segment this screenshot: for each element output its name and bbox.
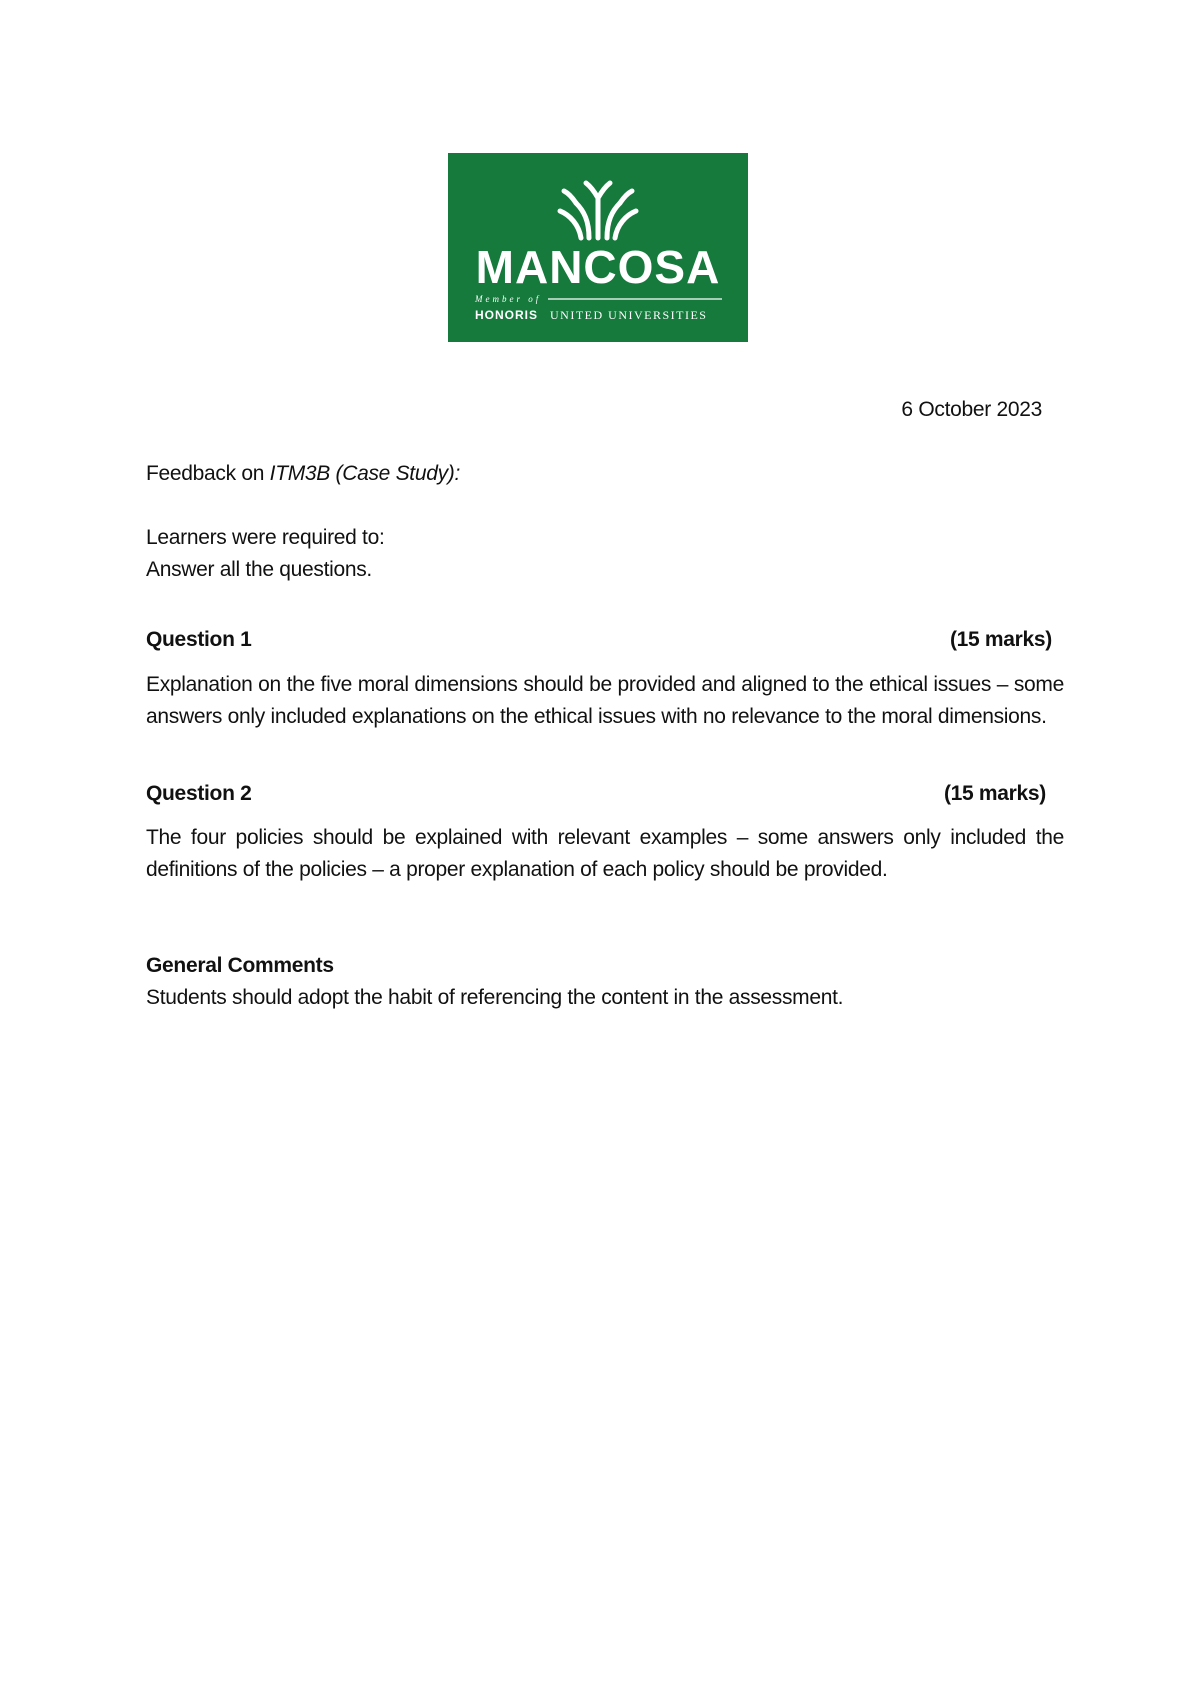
question1-heading: Question 1 [146,628,252,651]
question1-body: Explanation on the five moral dimensions should be provided and aligned to the ethical issues – some answers only included explanations on the ethical issues with no relevance to the moral dimensions. [146,673,1064,728]
feedback-line [146,458,460,490]
document-date: 6 October 2023 [901,398,1042,421]
question2-marks: (15 marks) [943,782,1046,805]
mancosa-logo [448,153,748,342]
requirements-detail: Answer all the questions. [146,558,372,581]
requirements-block [146,522,385,586]
question2-body: The four policies should be explained with relevant examples – some answers only included the definitions of the policies – a proper explanation of each policy should be provided. [146,826,1064,881]
general-comments-heading: General Comments [146,954,334,977]
feedback-prefix: Feedback on [146,462,270,485]
general-comments-body: Students should adopt the habit of referencing the content in the assessment. [146,986,844,1009]
feedback-module: ITM3B (Case Study): [269,462,461,485]
logo-member-of-text: Member of [475,294,542,304]
logo-network-rest-text: UNITED UNIVERSITIES [550,308,708,322]
question1-marks: (15 marks) [949,628,1052,651]
requirements-intro: Learners were required to: [146,526,385,549]
logo-brand-text: MANCOSA [475,241,721,293]
mancosa-logo-graphic [448,153,748,342]
question2-heading: Question 2 [146,782,252,805]
logo-network-bold-text: HONORIS [475,308,539,322]
